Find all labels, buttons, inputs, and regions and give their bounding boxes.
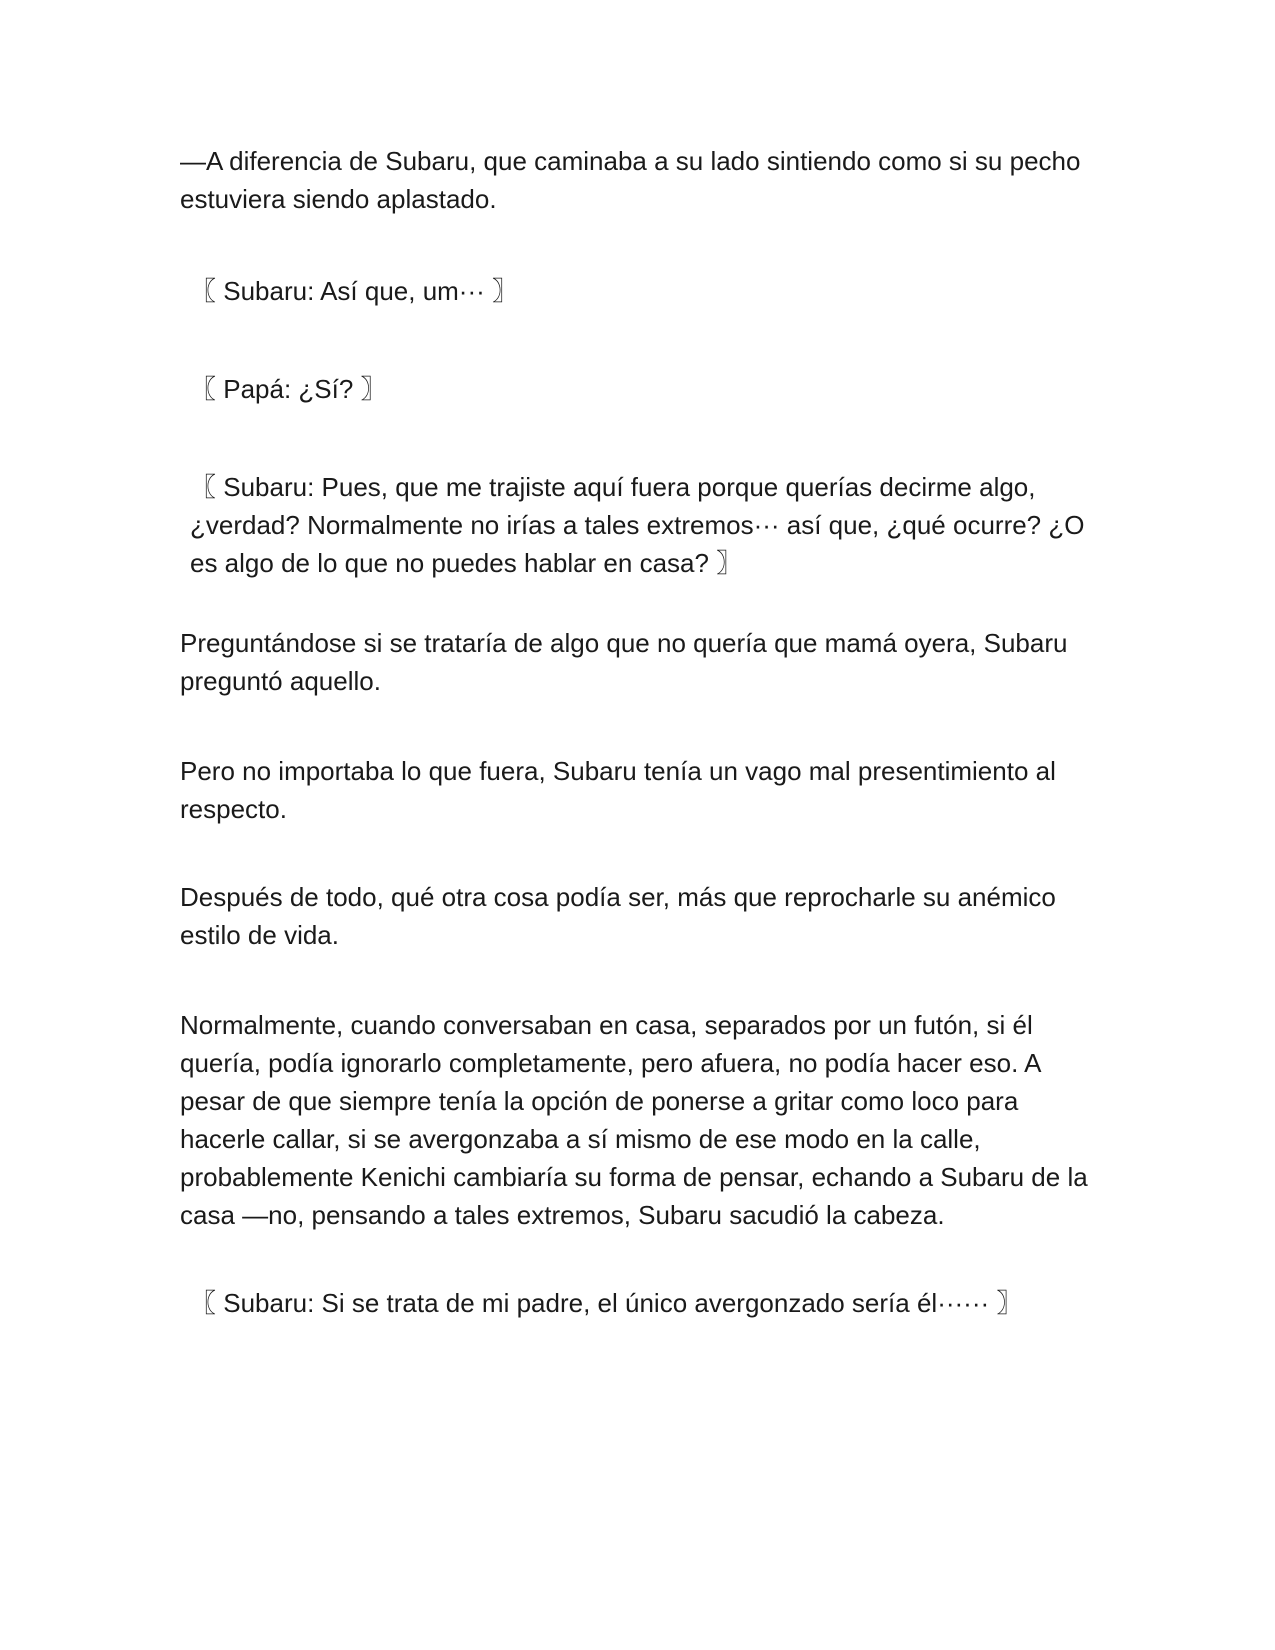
narration-paragraph-5: Normalmente, cuando conversaban en casa, separados por un futón, si él quería, podía ignorarlo completamente, pero afuera, no podía hacer eso. A pesar de que siempre tenía la opción de ponerse a gritar como loco para hacerle callar, si se avergonzaba a sí mismo de ese modo en la calle, probablemente Kenichi cambiaría su forma de pensar, echando a Subaru de la casa —no, pensando a tales extremos, Subaru sacudió la cabeza. bbox=[180, 1010, 1088, 1230]
dialogue-line-2: 〖 Papá: ¿Sí? 〗 bbox=[190, 374, 387, 404]
dialogue-line-1: 〖 Subaru: Así que, um··· 〗 bbox=[190, 276, 519, 306]
narration-paragraph-4: Después de todo, qué otra cosa podía ser, más que reprocharle su anémico estilo de vida. bbox=[180, 882, 1056, 950]
narration-paragraph-1: —A diferencia de Subaru, que caminaba a su lado sintiendo como si su pecho estuviera siendo aplastado. bbox=[180, 146, 1081, 214]
narration-paragraph-2: Preguntándose si se trataría de algo que no quería que mamá oyera, Subaru preguntó aquello. bbox=[180, 628, 1068, 696]
dialogue-line-4: 〖 Subaru: Si se trata de mi padre, el único avergonzado sería él······ 〗 bbox=[190, 1288, 1023, 1318]
narration-paragraph-3: Pero no importaba lo que fuera, Subaru tenía un vago mal presentimiento al respecto. bbox=[180, 756, 1056, 824]
dialogue-line-3: 〖 Subaru: Pues, que me trajiste aquí fuera porque querías decirme algo, ¿verdad? Normalmente no irías a tales extremos··· así que, ¿qué ocurre? ¿O es algo de lo que no puedes hablar en casa? 〗 bbox=[190, 472, 1085, 578]
